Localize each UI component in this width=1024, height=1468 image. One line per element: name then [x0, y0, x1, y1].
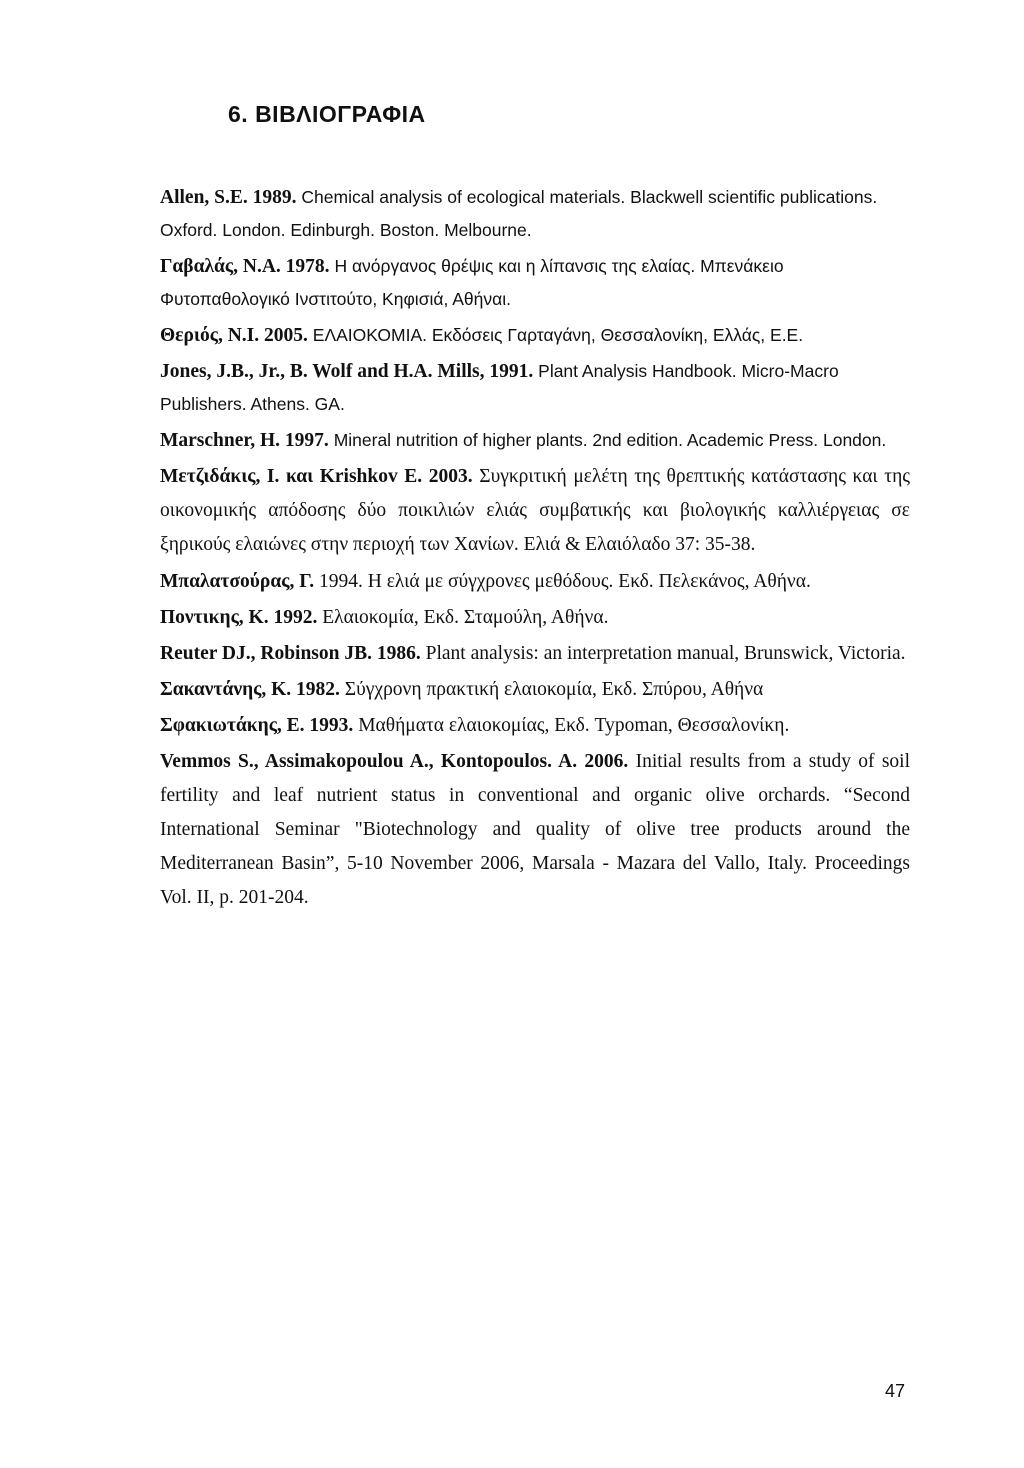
reference-text: 1994. Η ελιά με σύγχρονες μεθόδους. Εκδ. Πελεκάνος, Αθήνα. — [319, 571, 811, 592]
reference-text: Μαθήματα ελαιοκομίας, Εκδ. Typoman, Θεσσαλονίκη. — [358, 715, 790, 736]
reference-entry — [160, 637, 910, 670]
reference-entry — [160, 565, 910, 598]
section-heading: 6. ΒΙΒΛΙΟΓΡΑΦΙΑ — [228, 101, 426, 127]
reference-authors: Μπαλατσούρας, Γ. — [160, 571, 315, 592]
reference-entry — [160, 460, 910, 562]
reference-entry — [160, 673, 910, 706]
reference-text: Chemical analysis of ecological materials. Blackwell scientific publications. Oxford. London. Edinburgh. Boston. Melbourne. — [160, 187, 878, 240]
reference-entry — [160, 319, 910, 352]
reference-text: Συγκριτική μελέτη της θρεπτικής κατάστασης και της οικονομικής απόδοσης δύο ποικιλιών ελιάς συμβατικής και βιολογικής καλλιέργειας σε ξηρικούς ελαιώνες στην περιοχή των Χανίων. Ελιά & Ελαιόλαδο 37: 35-38. — [160, 466, 910, 555]
reference-text: Plant analysis: an interpretation manual, Brunswick, Victoria. — [425, 643, 906, 664]
reference-authors: Ποντικης, Κ. 1992. — [160, 607, 318, 628]
reference-authors: Σφακιωτάκης, Ε. 1993. — [160, 715, 354, 736]
reference-entry — [160, 709, 910, 742]
reference-text: ΕΛΑΙΟΚΟΜΙΑ. Εκδόσεις Γαρταγάνη, Θεσσαλονίκη, Ελλάς, Ε.Ε. — [312, 325, 804, 345]
reference-authors: Μετζιδάκις, I. και Krishkov E. 2003. — [160, 466, 473, 487]
reference-authors: Θεριός, Ν.Ι. 2005. — [160, 325, 308, 346]
reference-authors: Vemmos S., Assimakopoulou A., Kontopoulos. A. 2006. — [160, 751, 629, 772]
reference-authors: Marschner, H. 1997. — [160, 430, 329, 451]
reference-entry — [160, 250, 910, 316]
reference-list — [160, 181, 910, 918]
reference-authors: Reuter DJ., Robinson JB. 1986. — [160, 643, 421, 664]
reference-text: Initial results from a study of soil fertility and leaf nutrient status in conventional and organic olive orchards. “Second International Seminar "Biotechnology and quality of olive tree products around the Mediterranean Basin”, 5-10 November 2006, Marsala - Mazara del Vallo, Italy. Proceedings Vol. II, p. 201-204. — [160, 751, 911, 908]
reference-entry — [160, 181, 910, 247]
reference-authors: Jones, J.B., Jr., B. Wolf and H.A. Mills, 1991. — [160, 361, 534, 382]
reference-authors: Σακαντάνης, Κ. 1982. — [160, 679, 340, 700]
reference-entry — [160, 424, 910, 457]
page-number: 47 — [885, 1381, 906, 1401]
reference-entry — [160, 745, 910, 915]
reference-entry — [160, 355, 910, 421]
reference-authors: Γαβαλάς, Ν.Α. 1978. — [160, 256, 330, 277]
reference-text: Mineral nutrition of higher plants. 2nd edition. Academic Press. London. — [333, 430, 887, 450]
reference-text: Ελαιοκομία, Εκδ. Σταμούλη, Αθήνα. — [322, 607, 609, 628]
reference-entry — [160, 601, 910, 634]
reference-text: Plant Analysis Handbook. Micro-Macro Publishers. Athens. GA. — [160, 361, 839, 414]
reference-authors: Allen, S.E. 1989. — [160, 187, 297, 208]
reference-text: Σύγχρονη πρακτική ελαιοκομία, Εκδ. Σπύρου, Αθήνα — [344, 679, 764, 700]
reference-text: Η ανόργανος θρέψις και η λίπανσις της ελαίας. Μπενάκειο Φυτοπαθολογικό Ινστιτούτο, Κηφισιά, Αθήναι. — [160, 256, 784, 309]
